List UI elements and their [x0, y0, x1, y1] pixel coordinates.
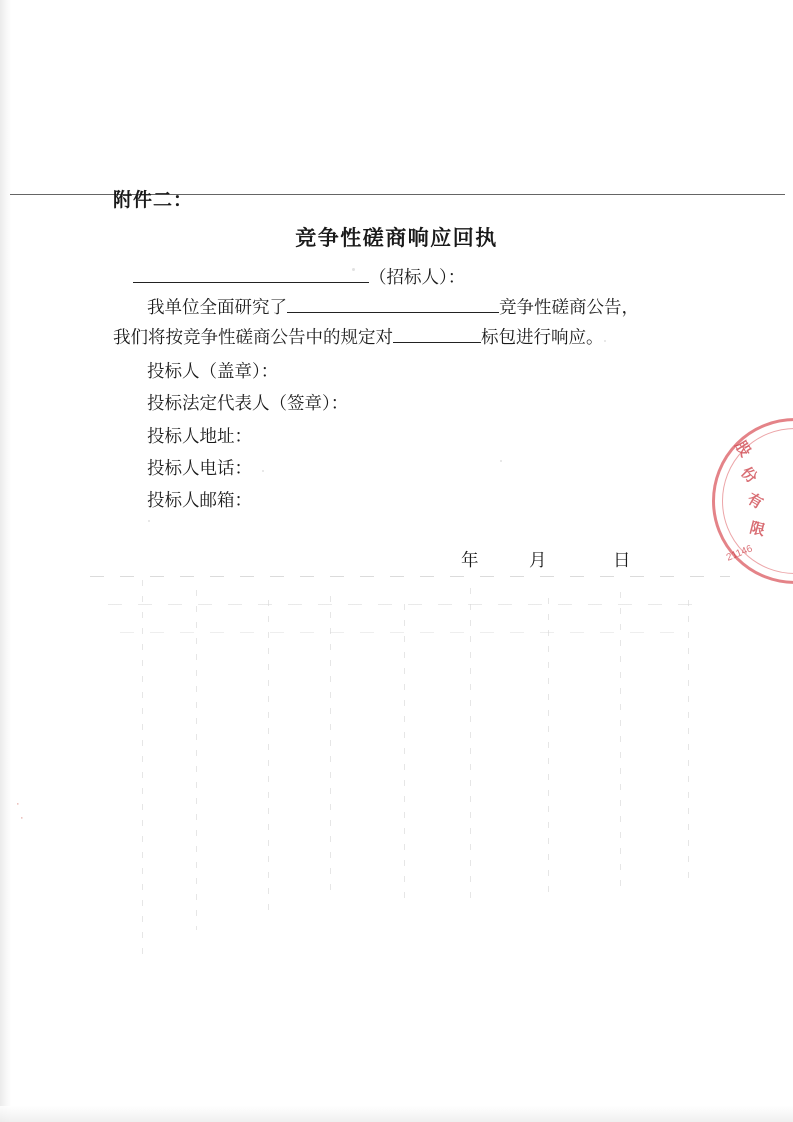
paragraph1-prefix: 我单位全面研究了 [147, 297, 287, 317]
scan-artifact [620, 592, 621, 892]
scan-artifact [688, 600, 689, 880]
field-label: 投标人地址： [147, 426, 252, 446]
field-label: 投标人（盖章）： [147, 361, 279, 381]
date-year-label: 年 [461, 550, 479, 570]
addressee-blank[interactable] [133, 265, 369, 283]
paragraph-line-2 [113, 322, 604, 352]
paragraph2-prefix: 我们将按竞争性磋商公告中的规定对 [113, 327, 393, 347]
addressee-suffix: （招标人）： [369, 267, 466, 287]
scan-artifact [330, 596, 331, 896]
scan-speck [148, 520, 150, 522]
field-bidder-email [113, 485, 252, 515]
scan-artifact [90, 576, 730, 577]
scan-artifact [108, 604, 708, 605]
scan-speck [500, 460, 502, 462]
date-month-label: 月 [529, 550, 547, 570]
announcement-blank[interactable] [287, 295, 499, 313]
seal-char: 有 [744, 490, 766, 513]
scan-artifact: · [16, 798, 20, 810]
field-bidder-seal [113, 356, 278, 386]
addressee-line [133, 262, 465, 292]
field-bidder-phone [113, 453, 252, 483]
scan-artifact [142, 580, 143, 960]
scan-artifact [548, 598, 549, 898]
scan-artifact [404, 604, 405, 904]
scan-artifact [196, 590, 197, 930]
paragraph2-suffix: 标包进行响应。 [481, 327, 604, 347]
scan-speck [352, 268, 355, 271]
company-seal-text [716, 430, 793, 570]
lot-blank[interactable] [393, 325, 481, 343]
scan-artifact: · [20, 812, 24, 824]
field-label: 投标人电话： [147, 458, 252, 478]
paragraph-line-1 [113, 292, 639, 322]
seal-code: 21146 [724, 543, 755, 564]
paragraph1-suffix: 竞争性磋商公告， [499, 297, 639, 317]
page-title: 竞争性磋商响应回执 [295, 227, 498, 250]
scan-artifact [470, 588, 471, 908]
date-day-label: 日 [613, 550, 631, 570]
seal-char: 限 [747, 519, 767, 540]
scan-artifact [120, 632, 680, 633]
scan-artifact [268, 600, 269, 920]
field-bidder-address [113, 421, 252, 451]
attachment-label: 附件二： [113, 190, 194, 211]
field-label: 投标人邮箱： [147, 490, 252, 510]
seal-char: 份 [737, 463, 761, 487]
scan-speck [604, 340, 606, 342]
scan-speck [262, 470, 264, 472]
seal-char: 股 [731, 438, 754, 460]
field-label: 投标法定代表人（签章）： [147, 393, 349, 413]
field-legal-representative [113, 388, 348, 418]
